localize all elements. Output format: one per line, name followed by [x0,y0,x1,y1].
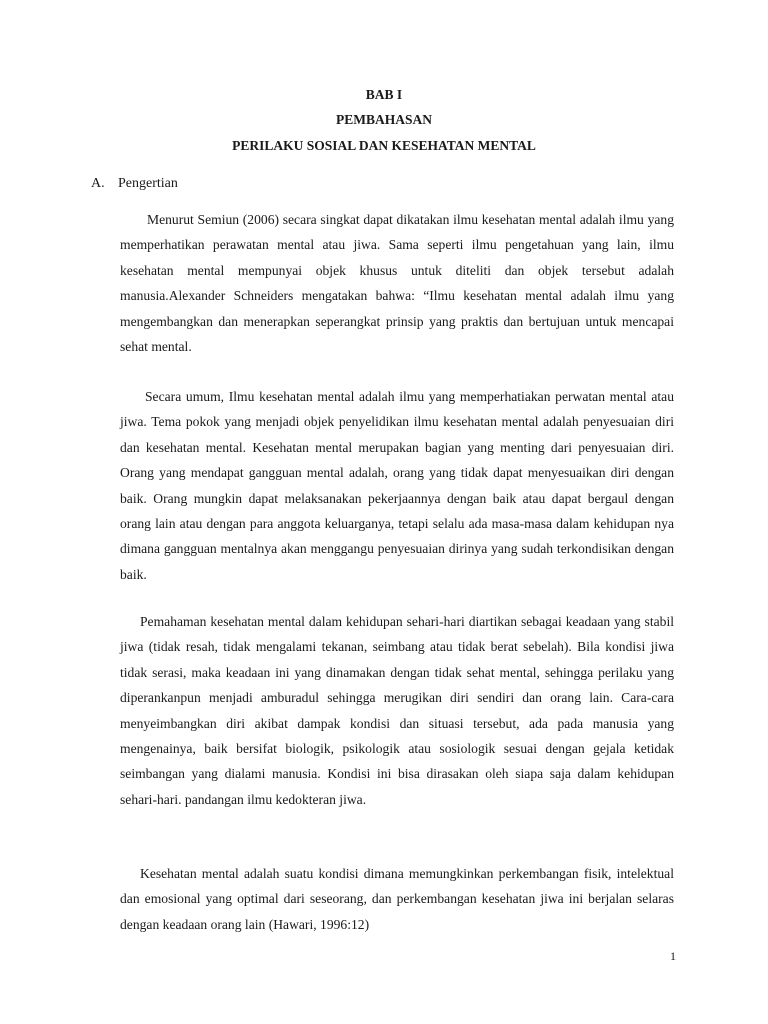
chapter-subtitle: PEMBAHASAN [335,112,432,127]
page-number: 1 [670,949,676,963]
paragraph-1: Menurut Semiun (2006) secara singkat dapat dikatakan ilmu kesehatan mental adalah ilmu yang memperhatikan perawatan mental atau jiwa. Sama seperti ilmu pengetahuan yang lain, ilmu kesehatan mental mempunyai objek khusus untuk diteliti dan objek tersebut adalah manusia.Alexander Schneiders mengatakan bahwa: “Ilmu kesehatan mental adalah ilmu yang mengembangkan dan menerapkan seperangkat prinsip yang praktis dan bertujuan untuk mencapai sehat mental. [120,212,674,355]
paragraph-2: Secara umum, Ilmu kesehatan mental adalah ilmu yang memperhatiakan perwatan mental atau jiwa. Tema pokok yang menjadi objek penyelidikan ilmu kesehatan mental adalah penyesuaian diri dan kesehatan mental. Kesehatan mental merupakan bagian yang menting dari penyesuaian diri. Orang yang mendapat gangguan mental adalah, orang yang tidak dapat menyesuaikan diri dengan baik. Orang mungkin dapat melaksanakan pekerjaannya dengan baik atau dapat bergaul dengan orang lain atau dengan para anggota keluarganya, tetapi selalu ada masa-masa dalam kehidupan nya dimana gangguan mentalnya akan menggangu penyesuaian dirinya yang sudah terkondisikan dengan baik. [120,389,674,582]
section-number: A. [91,176,105,191]
chapter-title: BAB I [365,87,403,102]
section-heading [91,176,178,192]
paragraph-4: Kesehatan mental adalah suatu kondisi dimana memungkinkan perkembangan fisik, intelektual dan emosional yang optimal dari seseorang, dan perkembangan kesehatan jiwa ini berjalan selaras dengan keadaan orang lain (Hawari, 1996:12) [120,866,674,932]
section-label: Pengertian [118,176,178,191]
chapter-topic: PERILAKU SOSIAL DAN KESEHATAN MENTAL [232,138,536,153]
paragraph-3: Pemahaman kesehatan mental dalam kehidupan sehari-hari diartikan sebagai keadaan yang stabil jiwa (tidak resah, tidak mengalami tekanan, seimbang atau tidak berat sebelah). Bila kondisi jiwa tidak serasi, maka keadaan ini yang dinamakan dengan tidak sehat mental, sehingga perilaku yang diperankanpun menjadi amburadul sehingga merugikan diri sendiri dan orang lain. Cara-cara menyeimbangkan diri akibat dampak kondisi dan situasi tersebut, ada pada manusia yang mengenainya, baik bersifat biologik, psikologik atau sosiologik sesuai dengan gejala ketidak seimbangan yang dialami manusia. Kondisi ini bisa dirasakan oleh siapa saja dalam kehidupan sehari-hari. pandangan ilmu kedokteran jiwa. [120,614,674,807]
